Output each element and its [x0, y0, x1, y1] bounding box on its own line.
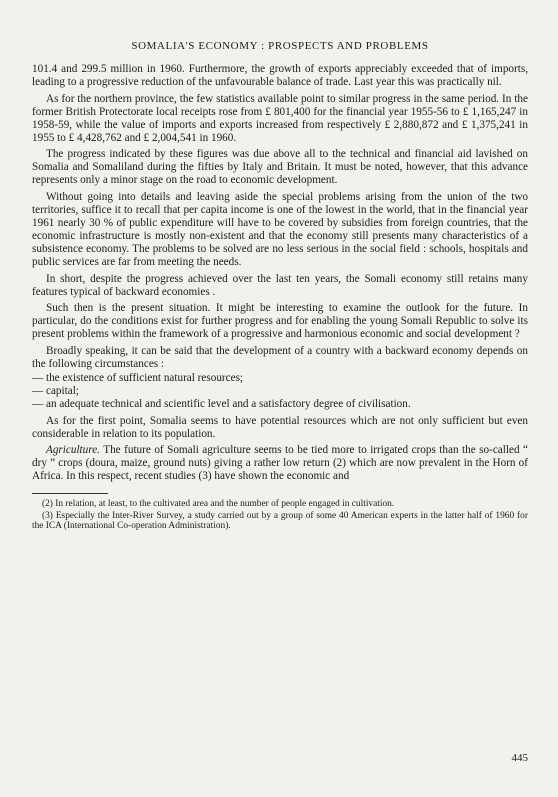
paragraph: The progress indicated by these figures was due above all to the technical and financial aid lavished on Somalia and Somaliland during the fifties by Italy and Britain. It must be noted, however, that this advance represents only a minor stage on the road to economic development. — [32, 148, 528, 187]
requirements-list — [32, 372, 528, 411]
paragraph: Broadly speaking, it can be said that the development of a country with a backward economy depends on the following circumstances : — [32, 345, 528, 371]
list-item: — an adequate technical and scientific level and a satisfactory degree of civilisation. — [32, 397, 411, 410]
paragraph: As for the first point, Somalia seems to have potential resources which are not only sufficient but even considerable in relation to its population. — [32, 414, 528, 440]
paragraph: As for the northern province, the few statistics available point to similar progress in the same period. In the former British Protectorate local receipts rose from £ 801,400 for the financial year 1955-56 to £ 1,165,247 in 1958-59, while the value of imports and exports increased from respectively £ 2,880,872 and £ 1,375,241 in 1955 to £ 4,428,762 and £ 2,004,541 in 1960. — [32, 92, 528, 144]
list-item: — capital; — [32, 384, 79, 397]
page-number: 445 — [511, 752, 528, 764]
paragraph: Without going into details and leaving aside the special problems arising from the union of the two territories, suffice it to recall that per capita income is one of the lowest in the world, that in the financial year 1961 nearly 30 % of public expenditure will have to be covered by subsidies from foreign countries, that the economic infrastructure is mostly non-existent and that the economy still presents many characteristics of a subsistence economy. The problems to be solved are no less serious in the social field : schools, hospitals and public services are far from meeting the needs. — [32, 191, 528, 268]
agriculture-paragraph — [32, 444, 528, 483]
list-item: — the existence of sufficient natural resources; — [32, 371, 244, 384]
page-body — [32, 40, 528, 533]
footnote-rule — [32, 493, 108, 494]
running-head: SOMALIA'S ECONOMY : PROSPECTS AND PROBLEMS — [131, 40, 429, 52]
paragraph: 101.4 and 299.5 million in 1960. Furthermore, the growth of exports appreciably exceeded that of imports, leading to a progressive reduction of the unfavourable balance of trade. Last year this was practically nil. — [32, 63, 528, 88]
agriculture-heading: Agriculture. — [46, 444, 100, 457]
paragraph: In short, despite the progress achieved over the last ten years, the Somali economy still retains many features typical of backward economies . — [32, 272, 528, 298]
paragraph: Such then is the present situation. It might be interesting to examine the outlook for the future. In particular, do the conditions exist for further progress and for enabling the young Somali Republic to solve its present problems within the framework of a progressive and harmonious economic and social development ? — [32, 302, 528, 341]
agriculture-text: The future of Somali agriculture seems to be tied more to irrigated crops than the so-called “ dry ” crops (doura, maize, ground nuts) giving a rather low return (2) which are now prevalent in the Horn of Africa. In this respect, recent studies (3) have shown the economic and — [32, 444, 528, 483]
footnote: (3) Especially the Inter-River Survey, a study carried out by a group of some 40 American experts in the latter half of 1960 for the ICA (International Co-operation Administration). — [32, 510, 528, 532]
footnote: (2) In relation, at least, to the cultivated area and the number of people engaged in cultivation. — [42, 499, 395, 510]
